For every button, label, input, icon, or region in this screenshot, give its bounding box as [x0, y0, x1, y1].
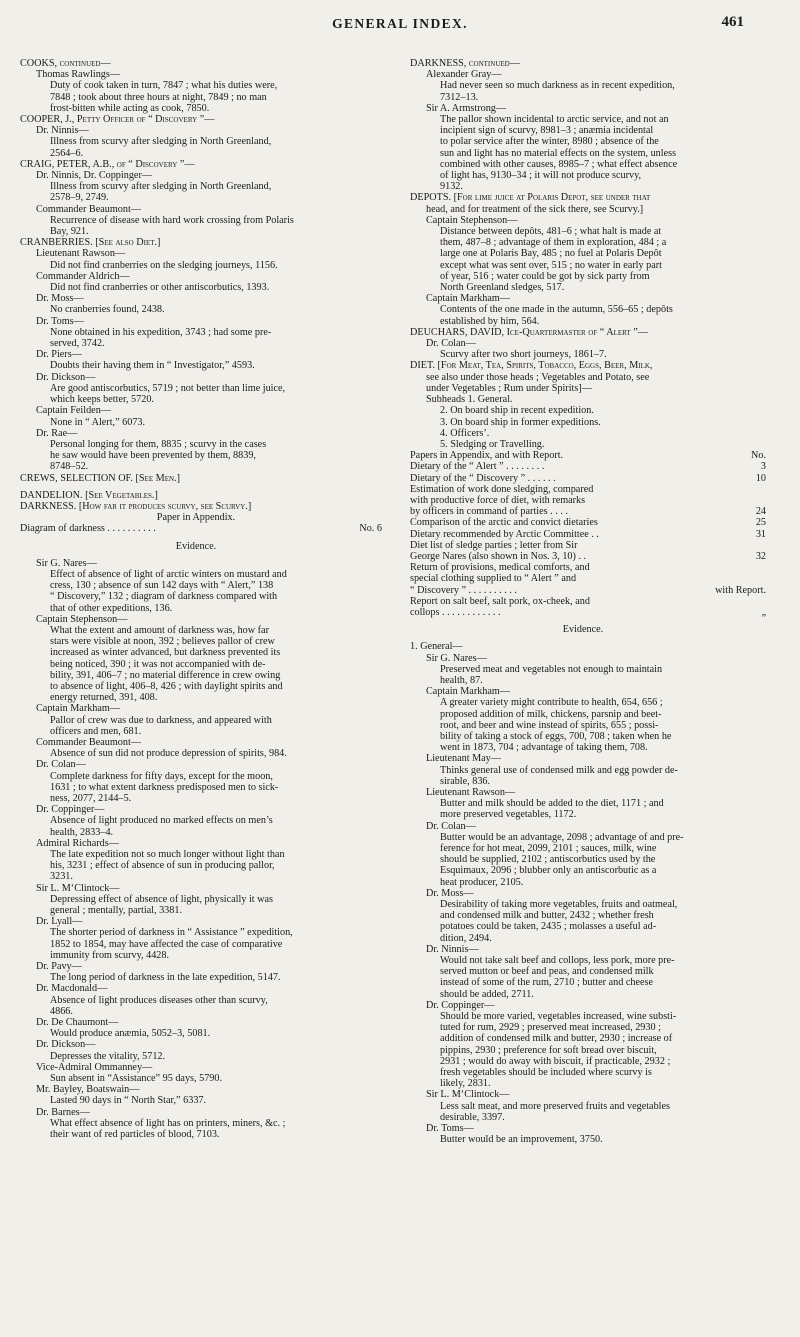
index-entry-text: None in “ Alert,” 6073. — [50, 416, 146, 428]
index-subheading: Mr. Bayley, Boatswain— — [36, 1084, 140, 1096]
index-subheading: Lieutenant Rawson— — [36, 248, 126, 260]
index-entry-text: 7312–13. — [440, 91, 479, 103]
index-entry-text: Recurrence of disease with hard work crossing from Polaris — [50, 214, 294, 226]
index-entry-text: Absence of light produced no marked effects on men’s — [50, 815, 273, 827]
index-entry-text: more preserved vegetables, 1172. — [440, 809, 577, 821]
index-subheading: Dr. Moss— — [36, 293, 84, 305]
index-entry-text: Distance between depôts, 481–6 ; what halt is made at — [440, 226, 662, 238]
index-entry-text: of light has, 9130–34 ; it will not produce scurvy, — [440, 170, 642, 182]
index-heading: DEPOTS. [For lime juice at Polaris Depot, see under that — [410, 192, 651, 204]
index-entry-text: Had never seen so much darkness as in recent expedition, — [440, 80, 675, 92]
index-entry-text: Should be more varied, vegetables increased, wine substi- — [440, 1011, 677, 1023]
index-entry-text: their want of red particles of blood, 7103. — [50, 1129, 220, 1141]
index-entry-text: Preserved meat and vegetables not enough to maintain — [440, 663, 663, 675]
index-entry-text: bility, 391, 406–7 ; no material difference in crew owing — [50, 669, 281, 681]
index-entry-text: ness, 2077, 2144–5. — [50, 793, 132, 804]
index-entry-text: bility of taking a stock of eggs, 700, 708 ; taken when he — [440, 730, 672, 742]
index-entry-text: North Greenland sledges, 517. — [440, 282, 565, 294]
section-label: Paper in Appendix. — [156, 512, 236, 524]
index-entry-text: should be supplied, 2102 ; antiscorbutics used by the — [440, 854, 656, 866]
index-subheading: Thomas Rawlings— — [36, 69, 121, 81]
index-heading: COOPER, J., Petty Officer of “ Discovery ”— — [20, 114, 215, 126]
appendix-item-number: 32 — [755, 550, 766, 562]
index-subheading: Captain Stephenson— — [426, 214, 518, 226]
index-entry-text: Personal longing for them, 8835 ; scurvy in the cases — [50, 438, 267, 450]
index-entry-text: Contents of the one made in the autumn, 556–65 ; depôts — [440, 304, 673, 316]
index-entry-text: established by him, 564. — [440, 315, 540, 327]
index-entry-text: Are good antiscorbutics, 5719 ; not better than lime juice, — [50, 382, 286, 394]
index-entry-text: that of other expeditions, 136. — [50, 602, 173, 614]
index-entry-text: Absence of light produces diseases other than scurvy, — [50, 994, 268, 1006]
index-entry-text: root, and beer and wine instead of spirits, 655 ; possi- — [440, 719, 659, 731]
appendix-table-row — [410, 607, 780, 618]
index-entry-text: 2931 ; would do away with biscuit, if practicable, 2932 ; — [440, 1055, 671, 1067]
index-entry-text: went in 1873, 704 ; advantage of taking them, 708. — [440, 742, 648, 754]
index-entry-text: and condensed milk and butter, 2432 ; whether fresh — [440, 910, 654, 922]
index-entry-text: increased as winter advanced, but darkness prevented its — [50, 647, 281, 659]
appendix-item-title: Papers in Appendix, and with Report. — [410, 450, 564, 462]
index-subheading: Dr. Moss— — [426, 887, 474, 899]
page-title: GENERAL INDEX. — [332, 16, 468, 31]
index-subheading: see also under those heads ; Vegetables and Potato, see — [426, 371, 650, 383]
appendix-item-title: Dietary of the “ Alert ” . . . . . . . . — [410, 461, 545, 473]
index-subheading: Commander Beaumont— — [36, 736, 141, 748]
index-heading: DARKNESS. [How far it produces scurvy, see Scurvy.] — [20, 500, 252, 512]
index-entry-text: Butter and milk should be added to the diet, 1171 ; and — [440, 798, 664, 810]
index-subheading: Dr. De Chaumont— — [36, 1017, 119, 1029]
index-subheading: Captain Markham— — [426, 686, 511, 698]
index-subheading: Dr. Coppinger— — [426, 999, 495, 1011]
index-subheading: Dr. Ninnis— — [36, 125, 89, 137]
index-entry-text: Return of provisions, medical comforts, and — [410, 562, 590, 574]
index-entry-text: Depressing effect of absence of light, physically it was — [50, 893, 274, 905]
index-entry-text: Would produce anæmia, 5052–3, 5081. — [50, 1028, 211, 1040]
index-subheading: Dr. Toms— — [426, 1123, 474, 1135]
index-entry-text: addition of condensed milk and butter, 2930 ; increase of — [440, 1033, 673, 1045]
index-entry-text: health, 87. — [440, 674, 483, 686]
index-entry-text: stars were visible at noon, 392 ; believes pallor of crew — [50, 636, 275, 648]
appendix-item-title: collops . . . . . . . . . . . . — [410, 606, 501, 618]
section-label: Evidence. — [175, 540, 217, 552]
index-entry-text: The late expedition not so much longer without light than — [50, 849, 285, 861]
index-subheading: Dr. Colan— — [36, 759, 86, 771]
index-subheading: Dr. Dickson— — [36, 1039, 96, 1051]
right-column — [410, 58, 780, 1146]
appendix-table-row — [410, 551, 780, 562]
index-heading: CRAIG, PETER, A.B., of “ Discovery ”— — [20, 158, 195, 170]
index-entry-text: Doubts their having them in “ Investigator,” 4593. — [50, 360, 255, 372]
index-entry-text: The long period of darkness in the late expedition, 5147. — [50, 972, 281, 984]
appendix-item-number: 25 — [755, 517, 766, 529]
index-entry-text: 1. General— — [410, 641, 463, 653]
index-entry-text: heat producer, 2105. — [440, 876, 524, 888]
index-entry-text: of year, 516 ; water could be got by sick party from — [440, 270, 650, 282]
index-entry-text: 9132. — [440, 181, 463, 193]
index-subheading: Dr. Dickson— — [36, 371, 96, 383]
index-entry-text: to polar service after the winter, 8980 ; absence of the — [440, 136, 659, 148]
index-entry-text: 3231. — [50, 871, 73, 883]
index-entry-text: Estimation of work done sledging, compared — [410, 483, 594, 495]
index-subheading: Dr. Piers— — [36, 349, 82, 361]
index-subheading: Dr. Macdonald— — [36, 983, 108, 995]
index-entry-text: Butter would be an improvement, 3750. — [440, 1134, 603, 1146]
index-subheading: Commander Beaumont— — [36, 203, 141, 215]
appendix-item-number: No. 6 — [359, 523, 382, 535]
index-entry-text: Illness from scurvy after sledging in North Greenland, — [50, 136, 272, 148]
appendix-table-row — [410, 473, 780, 484]
index-subheading: Sir G. Nares— — [36, 557, 97, 569]
index-entry-text: ference for hot meat, 2099, 2101 ; sauces, milk, wine — [440, 843, 657, 855]
index-subheading: Dr. Barnes— — [36, 1106, 90, 1118]
index-entry-text: What the extent and amount of darkness was, how far — [50, 624, 269, 636]
index-entry-text: 5. Sledging or Travelling. — [440, 438, 545, 450]
appendix-table-row — [410, 585, 780, 596]
index-subheading: Captain Stephenson— — [36, 613, 128, 625]
index-subheading: Sir L. M‘Clintock— — [36, 882, 120, 894]
index-subheading: Sir G. Nares— — [426, 652, 487, 664]
index-heading: DARKNESS, continued— — [410, 58, 520, 69]
index-subheading: Dr. Toms— — [36, 315, 84, 327]
index-entry-text: Sun absent in “Assistance” 95 days, 5790. — [50, 1073, 223, 1085]
appendix-item-title: Dietary of the “ Discovery ” . . . . . . — [410, 472, 556, 484]
index-entry-text: What effect absence of light has on printers, miners, &c. ; — [50, 1117, 286, 1129]
index-heading: DANDELION. [See Vegetables.] — [20, 489, 158, 501]
appendix-table-row — [410, 529, 780, 540]
index-entry-text: Complete darkness for fifty days, except for the moon, — [50, 770, 273, 782]
index-entry-text: his, 3231 ; effect of absence of sun in producing pallor, — [50, 860, 275, 872]
index-entry-text: No cranberries found, 2438. — [50, 304, 165, 316]
index-entry-text: being noticed, 390 ; it was not accompanied with de- — [50, 658, 266, 670]
index-entry-text: health, 2833–4. — [50, 826, 114, 838]
index-entry-text: Bay, 921. — [50, 226, 89, 238]
appendix-item-title: Diagram of darkness . . . . . . . . . . — [20, 523, 156, 535]
index-entry-text: special clothing supplied to “ Alert ” and — [410, 573, 577, 585]
index-entry-text: Effect of absence of light of arctic winters on mustard and — [50, 568, 287, 580]
index-entry-text: Butter would be an advantage, 2098 ; advantage of and pre- — [440, 831, 684, 843]
index-entry-text: 2564–6. — [50, 147, 84, 159]
appendix-item-number: 31 — [755, 528, 766, 540]
index-entry-text: Duty of cook taken in turn, 7847 ; what his duties were, — [50, 80, 278, 92]
index-entry-text: tuted for rum, 2929 ; preserved meat increased, 2930 ; — [440, 1022, 661, 1034]
index-entry-text: them, 487–8 ; advantage of them in exploration, 484 ; a — [440, 237, 667, 249]
index-entry-text: Thinks general use of condensed milk and egg powder de- — [440, 764, 678, 776]
index-entry-text: potatoes could be taken, 2435 ; molasses a useful ad- — [440, 921, 657, 933]
index-subheading: Sir L. M‘Clintock— — [426, 1089, 510, 1101]
index-subheading: Dr. Coppinger— — [36, 804, 105, 816]
index-entry-text: should be added, 2711. — [440, 988, 534, 1000]
index-entry-text: The shorter period of darkness in “ Assistance ” expedition, — [50, 927, 293, 939]
index-subheading: under Vegetables ; Rum under Spirits]— — [426, 382, 592, 394]
index-subheading: Lieutenant Rawson— — [426, 787, 516, 798]
index-entry-text: Would not take salt beef and collops, less pork, more pre- — [440, 955, 675, 967]
appendix-item-number: 24 — [755, 506, 766, 518]
index-entry-text: to absence of light, 406–8, 426 ; with daylight spirits and — [50, 680, 283, 692]
page-header — [0, 12, 800, 36]
appendix-table-row — [410, 517, 780, 528]
index-entry-text: Illness from scurvy after sledging in North Greenland, — [50, 181, 272, 193]
index-entry-text: which keeps better, 5720. — [50, 394, 154, 406]
index-entry-text: frost-bitten while acting as cook, 7850. — [50, 102, 210, 114]
left-column — [20, 58, 396, 1140]
index-entry-text: 1631 ; to what extent darkness predisposed men to sick- — [50, 781, 279, 793]
index-entry-text: 3. On board ship in former expeditions. — [440, 416, 601, 428]
appendix-item-number: with Report. — [715, 584, 766, 596]
index-subheading: Dr. Colan— — [426, 820, 476, 832]
index-subheading: Captain Markham— — [426, 293, 511, 305]
index-entry-text: The pallor shown incidental to arctic service, and not an — [440, 114, 669, 126]
index-entry-text: Did not find cranberries on the sledging journeys, 1156. — [50, 259, 278, 271]
appendix-item-title: Comparison of the arctic and convict dietaries — [410, 517, 598, 529]
index-entry-text: Report on salt beef, salt pork, ox-cheek, and — [410, 595, 590, 607]
index-entry-text: likely, 2831. — [440, 1078, 491, 1090]
index-subheading: Sir A. Armstrong— — [426, 102, 507, 114]
index-entry-text: 8748–52. — [50, 461, 89, 473]
index-subheading: Dr. Pavy— — [36, 961, 82, 973]
index-entry-text: proposed addition of milk, chickens, parsnip and beet- — [440, 708, 662, 720]
index-subheading: Alexander Gray— — [426, 69, 502, 81]
index-entry-text: served mutton or beef and peas, and condensed milk — [440, 966, 654, 978]
index-heading: DEUCHARS, DAVID, Ice-Quartermaster of “ Alert ”— — [410, 326, 648, 338]
index-entry-text: sun and light has no material effects on the system, unless — [440, 147, 677, 159]
index-entry-text: desirable, 3397. — [440, 1111, 505, 1123]
index-entry-text: Depresses the vitality, 5712. — [50, 1050, 166, 1062]
index-entry-text: A greater variety might contribute to health, 654, 656 ; — [440, 697, 663, 709]
appendix-item-title: George Nares (also shown in Nos. 3, 10) . . — [410, 550, 587, 562]
index-entry-text: dition, 2494. — [440, 932, 492, 944]
index-entry-text: Diet list of sledge parties ; letter from Sir — [410, 539, 578, 551]
appendix-table-row — [410, 450, 780, 461]
section-label: Evidence. — [562, 624, 604, 636]
index-entry-text: Desirability of taking more vegetables, fruits and oatmeal, — [440, 899, 678, 911]
appendix-item-title: Dietary recommended by Arctic Committee . . — [410, 528, 599, 540]
index-entry-text: Pallor of crew was due to darkness, and appeared with — [50, 714, 272, 726]
index-entry-text: except what was sent over, 515 ; no water in early part — [440, 259, 662, 271]
appendix-item-title: by officers in command of parties . . . . — [410, 506, 568, 518]
index-entry-text: 1852 to 1854, may have affected the case of comparative — [50, 938, 283, 950]
appendix-item-number: 3 — [760, 461, 766, 473]
index-entry-text: incipient sign of scurvy, 8981–3 ; anæmia incidental — [440, 125, 654, 137]
index-subheading: Subheads 1. General. — [426, 394, 513, 406]
index-entry-text: with productive force of diet, with remarks — [410, 494, 586, 506]
index-entry-text: Scurvy after two short journeys, 1861–7. — [440, 349, 607, 361]
index-subheading: Commander Aldrich— — [36, 270, 130, 282]
index-entry-text: served, 3742. — [50, 338, 105, 350]
index-entry-text: combined with other causes, 8985–7 ; what effect absence — [440, 158, 678, 170]
appendix-table-row — [410, 461, 780, 472]
index-subheading: Dr. Ninnis, Dr. Coppinger— — [36, 170, 153, 182]
index-entry-text: energy returned, 391, 408. — [50, 692, 158, 704]
index-entry-text: general ; mentally, partial, 3381. — [50, 905, 183, 917]
index-heading: CRANBERRIES. [See also Diet.] — [20, 237, 161, 249]
index-entry-text: officers and men, 681. — [50, 725, 142, 737]
appendix-table-row — [410, 506, 780, 517]
index-subheading: head, and for treatment of the sick there, see Scurvy.] — [426, 203, 644, 215]
index-subheading: Dr. Colan— — [426, 338, 476, 350]
appendix-item-title: “ Discovery ” . . . . . . . . . . — [410, 584, 517, 596]
index-entry-text: “ Discovery,” 132 ; diagram of darkness compared with — [50, 591, 278, 603]
index-heading: CREWS, SELECTION OF. [See Men.] — [20, 472, 180, 484]
index-entry-text: Absence of sun did not produce depression of spirits, 984. — [50, 748, 287, 760]
index-entry-text: immunity from scurvy, 4428. — [50, 949, 170, 961]
index-entry-text: 7848 ; took about three hours at night, 7849 ; no man — [50, 91, 267, 103]
index-subheading: Vice-Admiral Ommanney— — [36, 1061, 153, 1073]
appendix-item-number: No. — [751, 450, 766, 462]
index-entry-text: he saw would have been prevented by them, 8839, — [50, 450, 256, 462]
page-number: 461 — [721, 14, 744, 30]
index-entry-text: 4. Officers’. — [440, 427, 490, 439]
index-entry-text: 2578–9, 2749. — [50, 192, 109, 204]
index-entry-text: 2. On board ship in recent expedition. — [440, 405, 594, 417]
index-entry-text: fresh vegetables should be included where scurvy is — [440, 1067, 652, 1079]
index-subheading: Captain Feilden— — [36, 405, 111, 417]
index-subheading: Dr. Ninnis— — [426, 943, 479, 955]
index-entry-text: large one at Polaris Bay, 485 ; no fuel at Polaris Depôt — [440, 248, 662, 260]
index-subheading: Lieutenant May— — [426, 753, 501, 765]
appendix-item-number: 10 — [755, 472, 766, 484]
index-entry-text: 4866. — [50, 1005, 73, 1017]
index-entry-text: sirable, 836. — [440, 775, 491, 787]
index-entry-text: Lasted 90 days in “ North Star,” 6337. — [50, 1095, 207, 1107]
index-entry-text: pippins, 2930 ; preference for soft bread over biscuit, — [440, 1044, 657, 1056]
index-entry-text: cress, 130 ; absence of sun 142 days with “ Alert,” 138 — [50, 580, 274, 592]
index-entry-text: instead of some of the rum, 2710 ; butter and cheese — [440, 977, 654, 989]
index-subheading: Dr. Rae— — [36, 427, 78, 439]
index-subheading: Admiral Richards— — [36, 837, 119, 849]
index-subheading: Dr. Lyall— — [36, 916, 83, 928]
index-entry-text: None obtained in his expedition, 3743 ; had some pre- — [50, 326, 272, 338]
index-entry-text: Esquimaux, 2096 ; blubber only an antiscorbutic as a — [440, 865, 657, 877]
appendix-table-row — [20, 523, 396, 534]
index-entry-text: Less salt meat, and more preserved fruits and vegetables — [440, 1100, 670, 1112]
index-subheading: Captain Markham— — [36, 703, 121, 715]
index-entry-text: Did not find cranberries or other antiscorbutics, 1393. — [50, 282, 270, 294]
index-heading: DIET. [For Meat, Tea, Spirits, Tobacco, Eggs, Beer, Milk, — [410, 360, 653, 372]
appendix-item-number: „ — [761, 606, 766, 618]
index-heading: COOKS, continued— — [20, 58, 111, 69]
